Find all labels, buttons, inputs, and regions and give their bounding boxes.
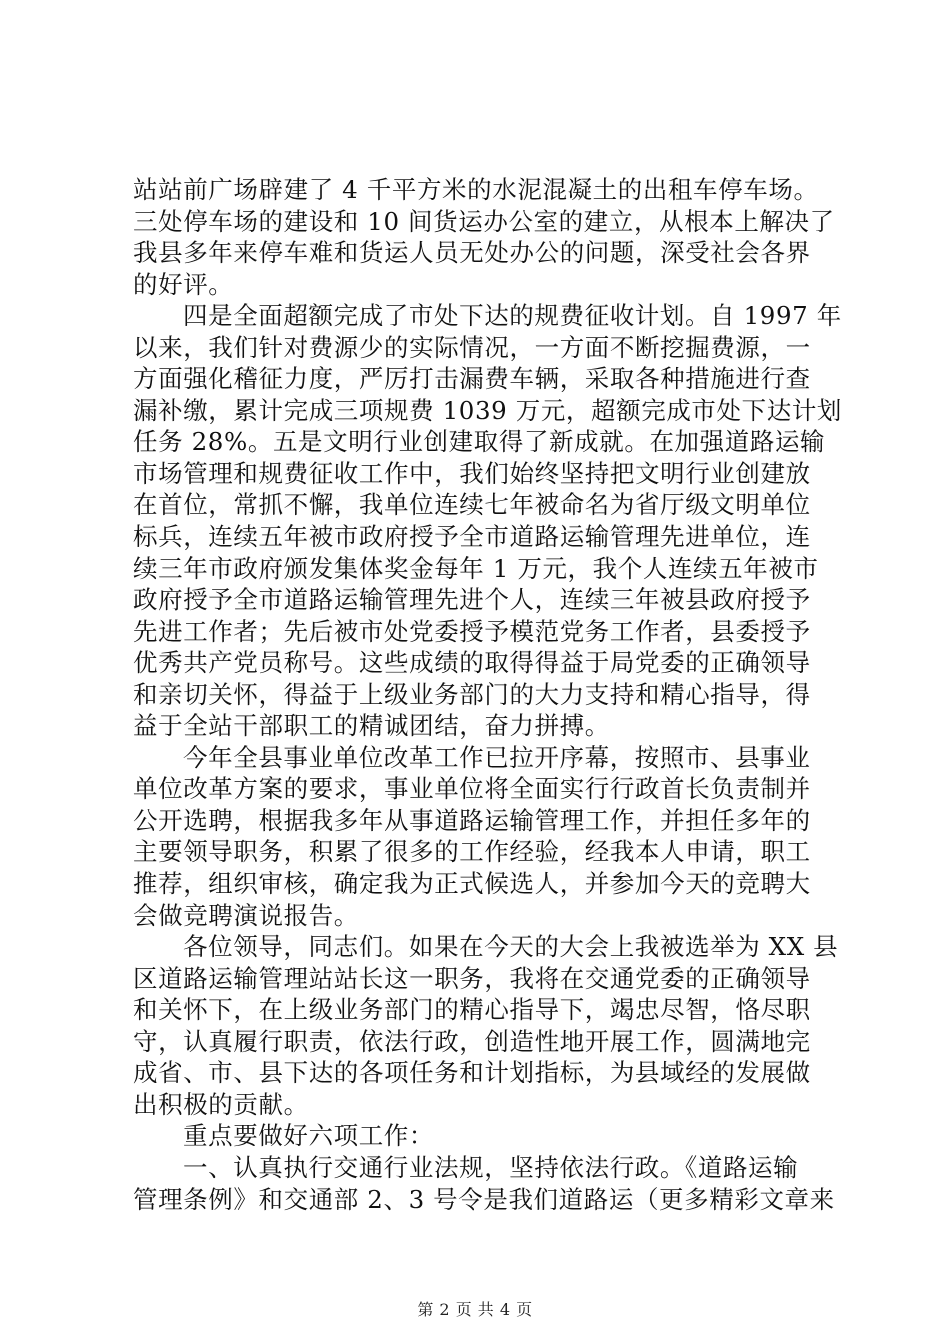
text-line: 站站前广场辟建了 4 千平方米的水泥混凝土的出租车停车场。 <box>133 175 819 204</box>
text-line: 成省、市、县下达的各项任务和计划指标，为县域经的发展做 <box>133 1058 811 1088</box>
text-line: 守，认真履行职责，依法行政，创造性地开展工作，圆满地完 <box>133 1026 811 1056</box>
text-line: 和亲切关怀，得益于上级业务部门的大力支持和精心指导，得 <box>133 679 811 709</box>
text-line: 单位改革方案的要求，事业单位将全面实行行政首长负责制并 <box>133 774 811 804</box>
text-line: 政府授予全市道路运输管理先进个人，连续三年被县政府授予 <box>133 585 811 615</box>
text-line: 三处停车场的建设和 10 间货运办公室的建立，从根本上解决了 <box>133 206 835 236</box>
text-line: 公开选聘，根据我多年从事道路运输管理工作，并担任多年的 <box>133 805 811 835</box>
text-line: 益于全站干部职工的精诚团结，奋力拼搏。 <box>133 711 610 741</box>
text-line: 区道路运输管理站站长这一职务，我将在交通党委的正确领导 <box>133 963 811 993</box>
text-line: 重点要做好六项工作： <box>183 1121 434 1151</box>
text-line: 出积极的贡献。 <box>133 1089 309 1119</box>
text-line: 优秀共产党员称号。这些成绩的取得得益于局党委的正确领导 <box>133 648 811 678</box>
text-line: 市场管理和规费征收工作中，我们始终坚持把文明行业创建放 <box>133 458 811 488</box>
text-line: 方面强化稽征力度，严厉打击漏费车辆，采取各种措施进行查 <box>133 364 811 394</box>
text-line: 续三年市政府颁发集体奖金每年 1 万元，我个人连续五年被市 <box>133 553 819 583</box>
page-footer: 第 2 页 共 4 页 <box>417 1300 533 1319</box>
text-line: 以来，我们针对费源少的实际情况，一方面不断挖掘费源，一 <box>133 332 811 362</box>
text-line: 漏补缴，累计完成三项规费 1039 万元，超额完成市处下达计划 <box>133 395 843 425</box>
text-line: 会做竞聘演说报告。 <box>133 900 359 930</box>
text-line: 标兵，连续五年被市政府授予全市道路运输管理先进单位，连 <box>133 522 811 552</box>
text-line: 推荐，组织审核，确定我为正式候选人，并参加今天的竞聘大 <box>133 869 811 899</box>
text-line: 一、认真执行交通行业法规，坚持依法行政。《道路运输 <box>183 1152 799 1182</box>
text-line: 各位领导，同志们。如果在今天的大会上我被选举为 XX 县 <box>183 932 839 962</box>
text-line: 的好评。 <box>133 269 234 299</box>
text-line: 四是全面超额完成了市处下达的规费征收计划。自 1997 年 <box>183 301 842 331</box>
document-body <box>133 174 843 1215</box>
text-line: 和关怀下，在上级业务部门的精心指导下，竭忠尽智，恪尽职 <box>133 995 811 1025</box>
text-line: 在首位，常抓不懈，我单位连续七年被命名为省厅级文明单位 <box>133 490 811 520</box>
text-line: 管理条例》和交通部 2、3 号令是我们道路运（更多精彩文章来 <box>133 1184 835 1214</box>
text-line: 主要领导职务，积累了很多的工作经验，经我本人申请，职工 <box>133 837 811 867</box>
text-line: 先进工作者；先后被市处党委授予模范党务工作者，县委授予 <box>133 616 811 646</box>
text-line: 今年全县事业单位改革工作已拉开序幕，按照市、县事业 <box>183 742 811 772</box>
text-line: 任务 28%。五是文明行业创建取得了新成就。在加强道路运输 <box>133 427 826 457</box>
text-line: 我县多年来停车难和货运人员无处办公的问题，深受社会各界 <box>133 238 811 268</box>
